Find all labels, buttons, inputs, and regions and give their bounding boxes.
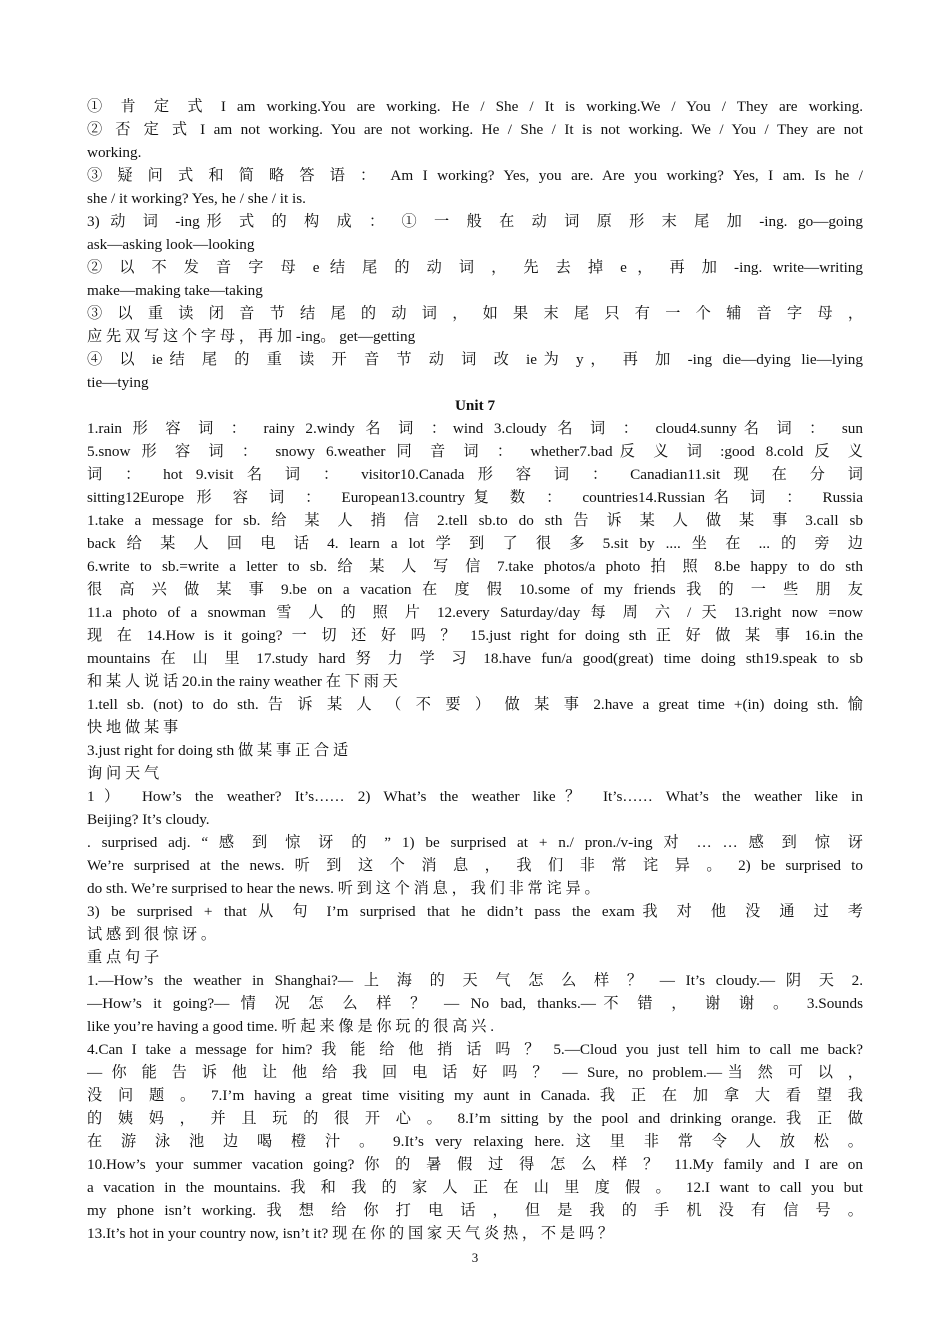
text-line: — 你 能 告 诉 他 让 他 给 我 回 电 话 好 吗 ？ — Sure, no problem.—当 然 可 以 ， [87, 1064, 863, 1081]
text-line: my phone isn’t working. 我 想 给 你 打 电 话 ， 但 是 我 的 手 机 没 有 信 号 。 [87, 1202, 863, 1219]
text-line: 5.snow 形 容 词 ： snowy 6.weather 同 音 词 ： whether7.bad反 义 词 :good 8.cold 反 义 [87, 443, 863, 460]
text-line: ① 肯 定 式 I am working.You are working. He / She / It is working.We / You / They are working. [87, 98, 863, 115]
text-line: 词 ： hot 9.visit 名 词 ： visitor10.Canada 形 容 词 ： Canadian11.sit 现 在 分 词 [87, 466, 863, 483]
text-line: a vacation in the mountains. 我 和 我 的 家 人 正 在 山 里 度 假 。 12.I want to call you but [87, 1179, 863, 1196]
text-line: —How’s it going?— 情 况 怎 么 样 ？ — No bad, thanks.—不 错 ， 谢 谢 。 3.Sounds [87, 995, 863, 1012]
text-line: 1） How’s the weather? It’s…… 2) What’s the weather like？ It’s…… What’s the weather like in [87, 788, 863, 805]
text-line: mountains 在 山 里 17.study hard 努 力 学 习 18.have fun/a good(great) time doing sth19.speak to sb [87, 650, 863, 667]
text-line: 快 地 做 某 事 [87, 719, 179, 736]
text-line: tie—tying [87, 374, 149, 391]
text-line: 和 某 人 说 话 20.in the rainy weather 在 下 雨 天 [87, 673, 398, 690]
text-line: 1.take a message for sb. 给 某 人 捎 信 2.tell sb.to do sth 告 诉 某 人 做 某 事 3.call sb [87, 512, 863, 529]
text-line: like you’re having a good time. 听 起 来 像 是 你 玩 的 很 高 兴 . [87, 1018, 495, 1035]
text-line: 11.a photo of a snowman 雪 人 的 照 片 12.every Saturday/day 每 周 六 / 天 13.right now =now [87, 604, 863, 621]
text-line: do sth. We’re surprised to hear the news. 听 到 这 个 消 息 ， 我 们 非 常 诧 异 。 [87, 880, 600, 897]
text-line: 没 问 题 。 7.I’m having a great time visiting my aunt in Canada. 我 正 在 加 拿 大 看 望 我 [87, 1087, 863, 1104]
text-line: working. [87, 144, 142, 161]
document-page [87, 95, 863, 1245]
text-line: ③ 疑 问 式 和 简 略 答 语 ： Am I working? Yes, you are. Are you working? Yes, I am. Is he / [87, 167, 863, 184]
text-line: she / it working? Yes, he / she / it is. [87, 190, 306, 207]
text-line: 很 高 兴 做 某 事 9.be on a vacation 在 度 假 10.some of my friends 我 的 一 些 朋 友 [87, 581, 863, 598]
text-line: 询 问 天 气 [87, 765, 160, 782]
page-number: 3 [471, 1250, 479, 1265]
text-line: 在 游 泳 池 边 喝 橙 汁 。 9.It’s very relaxing here. 这 里 非 常 令 人 放 松 。 [87, 1133, 863, 1150]
text-line: ② 以 不 发 音 字 母 e 结 尾 的 动 词 ， 先 去 掉 e ， 再 加 -ing. write—writing [87, 259, 863, 276]
text-line: . surprised adj. “ 感 到 惊 讶 的 ” 1) be surprised at + n./ pron./v-ing 对 … … 感 到 惊 讶 [87, 834, 863, 851]
text-line: ③ 以 重 读 闭 音 节 结 尾 的 动 词 ， 如 果 末 尾 只 有 一 个 辅 音 字 母 ， [87, 305, 863, 322]
text-line: 现 在 14.How is it going? 一 切 还 好 吗 ？ 15.just right for doing sth 正 好 做 某 事 16.in the [87, 627, 863, 644]
unit-heading: Unit 7 [454, 397, 496, 414]
text-line: 3) 动 词 -ing形 式 的 构 成 ： ① 一 般 在 动 词 原 形 末 尾 加 -ing. go—going [87, 213, 863, 230]
text-line: 6.write to sb.=write a letter to sb. 给 某 人 写 信 7.take photos/a photo 拍 照 8.be happy to do sth [87, 558, 863, 575]
text-line: 13.It’s hot in your country now, isn’t it? 现 在 你 的 国 家 天 气 炎 热 ， 不 是 吗 ？ [87, 1225, 614, 1242]
text-line: 1.rain 形 容 词 ： rainy 2.windy 名 词 ：wind 3.cloudy 名 词 ： cloud4.sunny名 词 ： sun [87, 420, 863, 437]
text-line: ② 否 定 式 I am not working. You are not working. He / She / It is not working. We / You / They are not [87, 121, 863, 138]
text-line: sitting12Europe 形 容 词 ： European13.country复 数 ： countries14.Russian名 词 ： Russia [87, 489, 863, 506]
text-line: 10.How’s your summer vacation going? 你 的 暑 假 过 得 怎 么 样 ？ 11.My family and I are on [87, 1156, 863, 1173]
text-line: 3.just right for doing sth 做 某 事 正 合 适 [87, 742, 349, 759]
text-line: 4.Can I take a message for him? 我 能 给 他 捎 话 吗 ？ 5.—Cloud you just tell him to call me back? [87, 1041, 863, 1058]
text-line: 应 先 双 写 这 个 字 母 ， 再 加 -ing。 get—getting [87, 328, 416, 345]
text-line: 1.—How’s the weather in Shanghai?— 上 海 的 天 气 怎 么 样 ？ — It’s cloudy.— 阴 天 2. [87, 972, 863, 989]
text-line: 试 感 到 很 惊 讶 。 [87, 926, 217, 943]
text-line: ask—asking look—looking [87, 236, 255, 253]
unit-section [87, 417, 863, 1245]
text-line: ④ 以 ie结 尾 的 重 读 开 音 节 动 词 改 ie为 y， 再 加 -ing die—dying lie—lying [87, 351, 863, 368]
text-line: 1.tell sb. (not) to do sth. 告 诉 某 人 （ 不 要 ） 做 某 事 2.have a great time +(in) doing sth. 愉 [87, 696, 863, 713]
text-line: 重 点 句 子 [87, 949, 160, 966]
text-line: Beijing? It’s cloudy. [87, 811, 210, 828]
text-line: back 给 某 人 回 电 话 4. learn a lot 学 到 了 很 多 5.sit by .... 坐 在 ... 的 旁 边 [87, 535, 863, 552]
text-line: We’re surprised at the news. 听 到 这 个 消 息 ， 我 们 非 常 诧 异 。 2) be surprised to [87, 857, 863, 874]
grammar-section [87, 95, 863, 394]
text-line: 3) be surprised + that 从 句 I’m surprised that he didn’t pass the exam我 对 他 没 通 过 考 [87, 903, 863, 920]
text-line: 的 姨 妈 ， 并 且 玩 的 很 开 心 。 8.I’m sitting by the pool and drinking orange. 我 正 做 [87, 1110, 863, 1127]
text-line: make—making take—taking [87, 282, 263, 299]
